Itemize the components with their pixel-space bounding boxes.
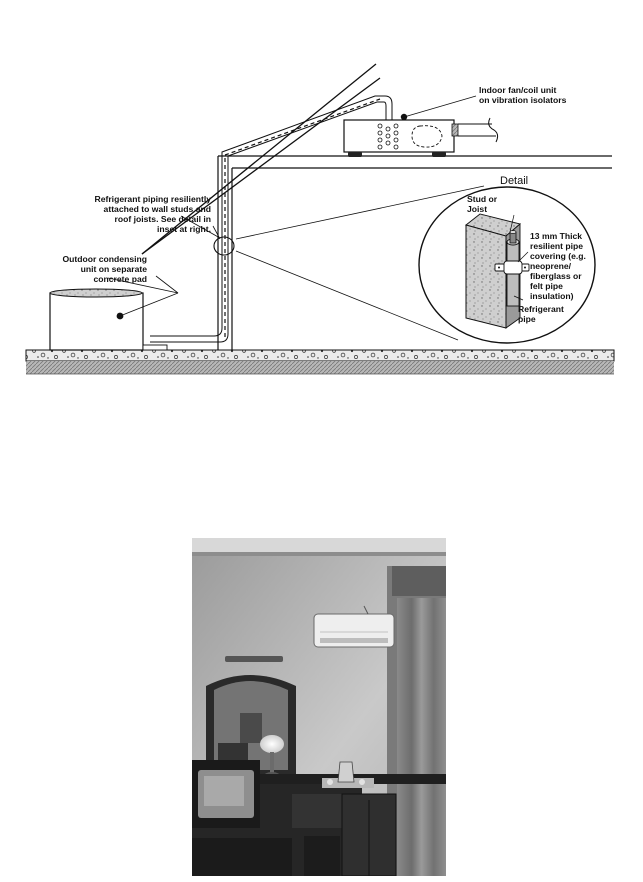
- label-line: Refrigerant: [518, 304, 564, 314]
- label-line: resilient pipe: [530, 241, 584, 251]
- curtain: [397, 598, 446, 876]
- label-line: Refrigerant piping resiliently: [94, 194, 211, 204]
- label-line: concrete pad: [93, 274, 147, 284]
- label-line: Stud or: [467, 194, 498, 204]
- outdoor-unit-label: [63, 254, 148, 284]
- indoor-unit-label: [479, 85, 567, 105]
- detail-callout-circle: [214, 237, 234, 255]
- label-line: attached to wall studs and: [103, 204, 211, 214]
- outdoor-condensing-unit: [50, 289, 167, 350]
- indoor-fan-coil-unit: [344, 114, 498, 157]
- hotel-room-photo: [192, 538, 446, 876]
- vibration-isolator: [348, 152, 362, 157]
- label-line: unit on separate: [80, 264, 147, 274]
- ground-slab: [26, 350, 614, 374]
- television: [192, 760, 260, 828]
- label-line: Indoor fan/coil unit: [479, 85, 557, 95]
- detail-title: Detail: [500, 175, 529, 187]
- duct-break-icon: [458, 118, 498, 142]
- piping-label: [94, 194, 211, 234]
- label-line: on vibration isolators: [479, 95, 567, 105]
- label-line: fiberglass or: [530, 271, 582, 281]
- label-line: felt pipe: [530, 281, 563, 291]
- vibration-isolator: [432, 152, 446, 157]
- wall-light: [225, 656, 283, 662]
- label-line: pipe: [518, 314, 536, 324]
- label-line: insulation): [530, 291, 574, 301]
- label-line: roof joists. See detail in: [114, 214, 211, 224]
- label-line: neoprene/: [530, 261, 572, 271]
- label-line: Joist: [467, 204, 488, 214]
- label-line: inset at right.: [157, 224, 211, 234]
- label-line: 13 mm Thick: [530, 231, 583, 241]
- label-line: Outdoor condensing: [62, 254, 147, 264]
- ceiling-joist: [218, 156, 612, 168]
- stool: [304, 836, 340, 876]
- refrigerant-piping-diagram: [0, 0, 643, 400]
- label-line: covering (e.g.: [530, 251, 586, 261]
